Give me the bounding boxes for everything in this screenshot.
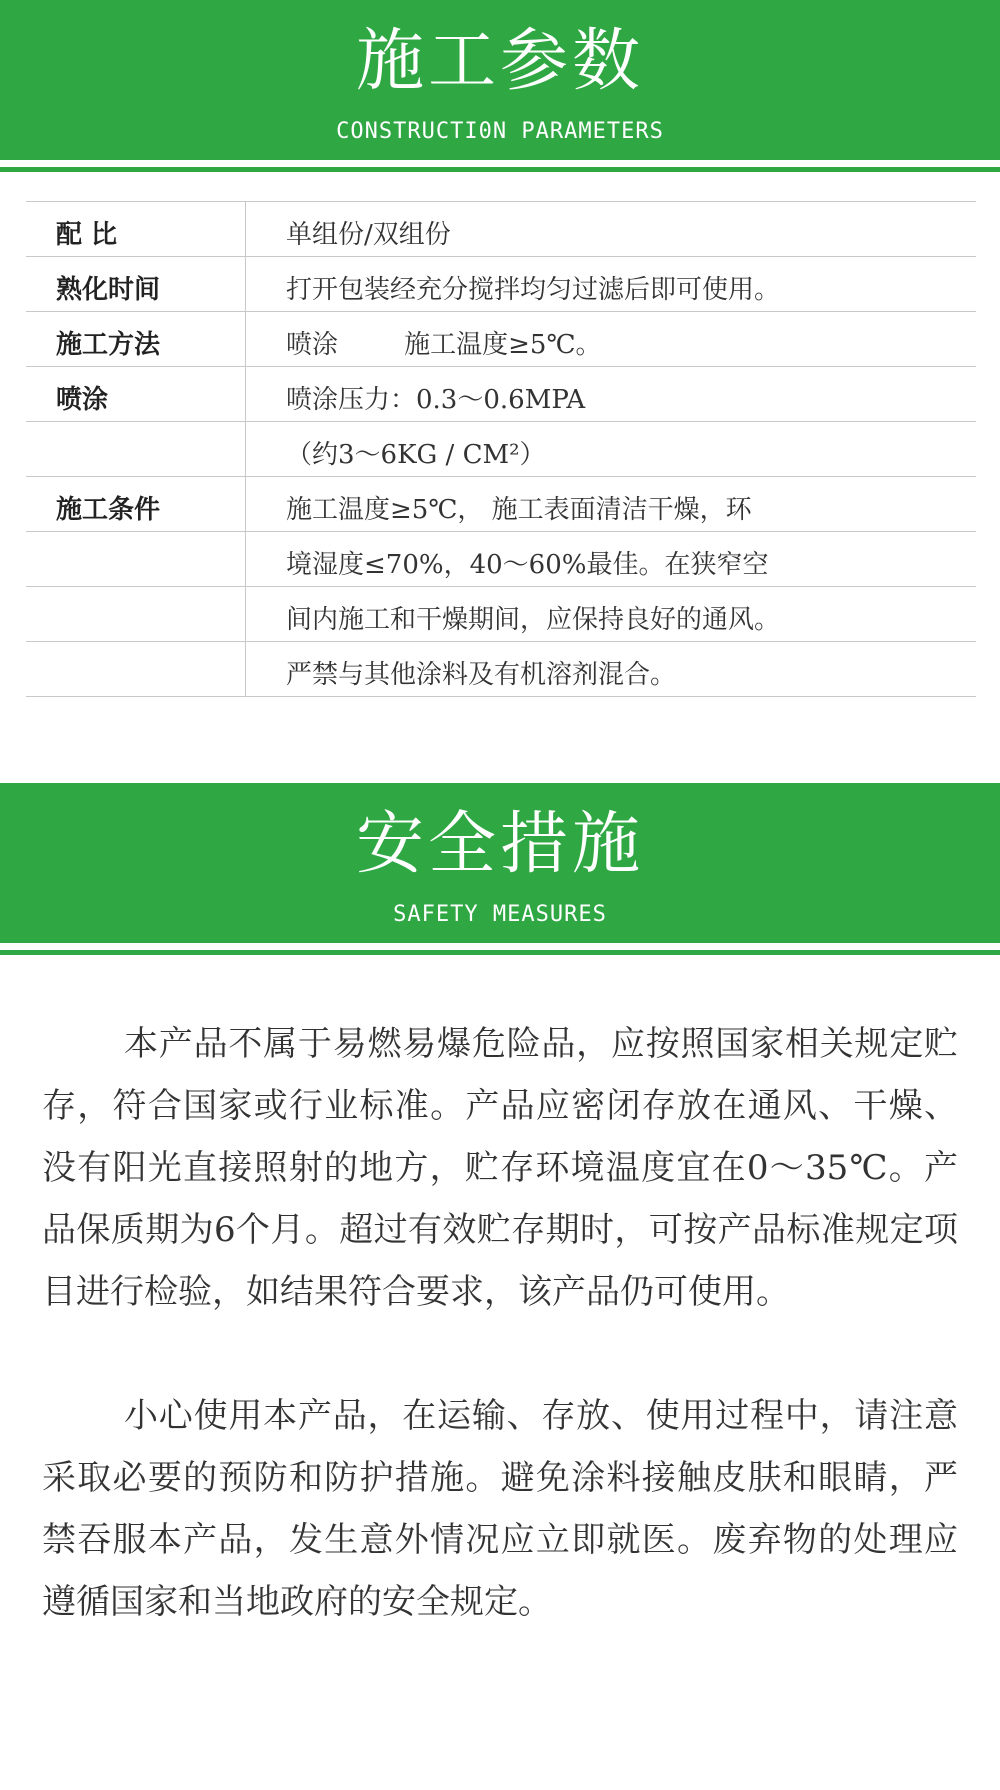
table-row	[26, 422, 976, 477]
section-title: 安全措施	[355, 805, 644, 884]
section-title: 施工参数	[355, 22, 644, 101]
row-label	[26, 532, 246, 586]
row-value: 施工温度≥5℃， 施工表面清洁干燥，环	[286, 495, 752, 525]
construction-parameters-table	[26, 201, 976, 697]
row-value: 间内施工和干燥期间，应保持良好的通风。	[286, 605, 781, 635]
table-row	[26, 642, 976, 697]
row-label: 熟化时间	[26, 257, 246, 311]
table-row	[26, 532, 976, 587]
table-row	[26, 367, 976, 422]
table-row	[26, 202, 976, 257]
row-value: 严禁与其他涂料及有机溶剂混合。	[286, 660, 677, 690]
row-value: 打开包装经充分搅拌均匀过滤后即可使用。	[286, 275, 781, 305]
banner-underline	[0, 167, 1000, 172]
construction-parameters-banner	[0, 0, 1000, 160]
row-value: 喷涂 施工温度≥5℃。	[286, 330, 602, 360]
section-subtitle: CONSTRUCTI0N PARAMETERS	[336, 119, 664, 144]
row-label: 喷涂	[26, 367, 246, 421]
safety-text	[42, 1013, 958, 1695]
row-label: 配 比	[26, 202, 246, 256]
table-row	[26, 312, 976, 367]
row-label	[26, 422, 246, 476]
row-label: 施工方法	[26, 312, 246, 366]
row-value: 境湿度≤70%，40～60%最佳。在狭窄空	[286, 550, 769, 580]
row-value: 单组份/双组份	[286, 220, 451, 250]
row-value: （约3～6KG / CM²）	[286, 440, 546, 470]
row-label: 施工条件	[26, 477, 246, 531]
table-row	[26, 257, 976, 312]
table-row	[26, 477, 976, 532]
safety-measures-banner	[0, 783, 1000, 943]
row-label	[26, 642, 246, 696]
table-row	[26, 587, 976, 642]
banner-underline	[0, 950, 1000, 955]
section-subtitle: SAFETY MEASURES	[393, 902, 607, 927]
safety-paragraph-handling: 小心使用本产品，在运输、存放、使用过程中，请注意采取必要的预防和防护措施。避免涂料接触皮肤和眼睛，严禁吞服本产品，发生意外情况应立即就医。废弃物的处理应遵循国家和当地政府的安全规定。	[42, 1396, 958, 1622]
row-label	[26, 587, 246, 641]
safety-paragraph-storage: 本产品不属于易燃易爆危险品，应按照国家相关规定贮存，符合国家或行业标准。产品应密闭存放在通风、干燥、没有阳光直接照射的地方，贮存环境温度宜在0～35℃。产品保质期为6个月。超过有效贮存期时，可按产品标准规定项目进行检验，如结果符合要求，该产品仍可使用。	[42, 1024, 958, 1312]
row-value: 喷涂压力：0.3～0.6MPA	[286, 385, 586, 415]
